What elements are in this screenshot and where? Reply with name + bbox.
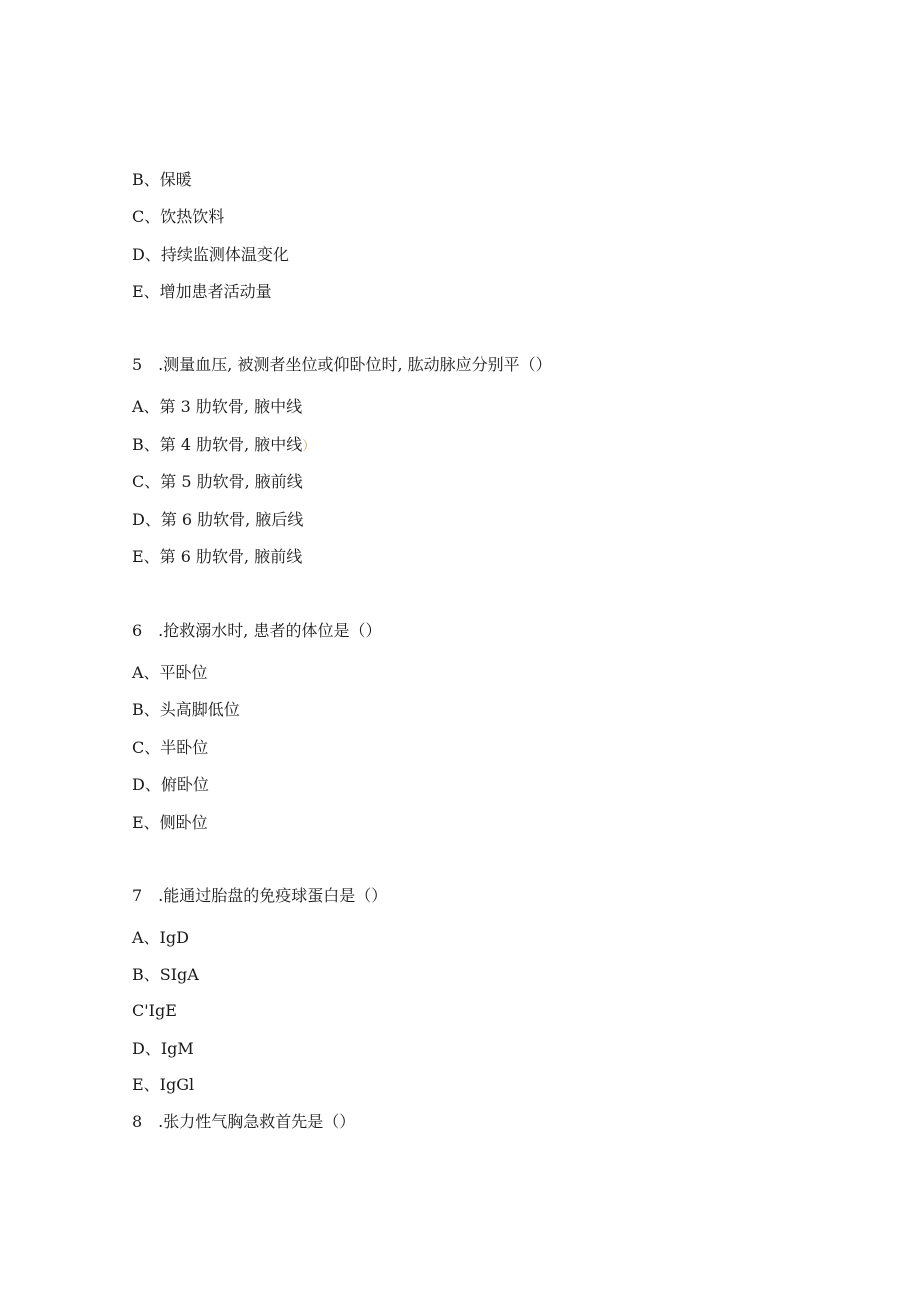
q4-option-d: D、持续监测体温变化 — [132, 245, 289, 264]
q7-option-b: B、SIgA — [132, 965, 199, 984]
q5-option-b — [132, 435, 315, 457]
q4-option-c: C、饮热饮料 — [132, 207, 225, 226]
q6-option-d: D、俯卧位 — [132, 775, 209, 794]
q7-option-a: A、IgD — [132, 928, 189, 947]
q7-option-c: C'IgE — [132, 1001, 177, 1020]
q5-option-b-text: B、第 4 肋软骨, 腋中线 — [132, 435, 303, 454]
q4-option-b: B、保暖 — [132, 170, 192, 189]
q5-option-d: D、第 6 肋软骨, 腋后线 — [132, 510, 304, 529]
stray-mark: ） — [302, 439, 316, 454]
q4-option-e: E、增加患者活动量 — [132, 282, 272, 301]
q7-option-d: D、IgM — [132, 1039, 194, 1058]
q6-question: 6 .抢救溺水时, 患者的体位是（） — [132, 621, 382, 640]
q5-option-c: C、第 5 肋软骨, 腋前线 — [132, 472, 303, 491]
q6-option-a: A、平卧位 — [132, 663, 208, 682]
q5-question: 5 .测量血压, 被测者坐位或仰卧位时, 肱动脉应分别平（） — [132, 355, 552, 374]
q7-question: 7 .能通过胎盘的免疫球蛋白是（） — [132, 886, 388, 905]
q5-option-e: E、第 6 肋软骨, 腋前线 — [132, 547, 303, 566]
q5-option-a: A、第 3 肋软骨, 腋中线 — [132, 397, 303, 416]
q6-option-b: B、头高脚低位 — [132, 700, 240, 719]
q6-option-e: E、侧卧位 — [132, 813, 208, 832]
q8-question: 8 .张力性气胸急救首先是（） — [132, 1112, 356, 1131]
q7-option-e: E、IgGl — [132, 1075, 195, 1094]
q6-option-c: C、半卧位 — [132, 738, 209, 757]
